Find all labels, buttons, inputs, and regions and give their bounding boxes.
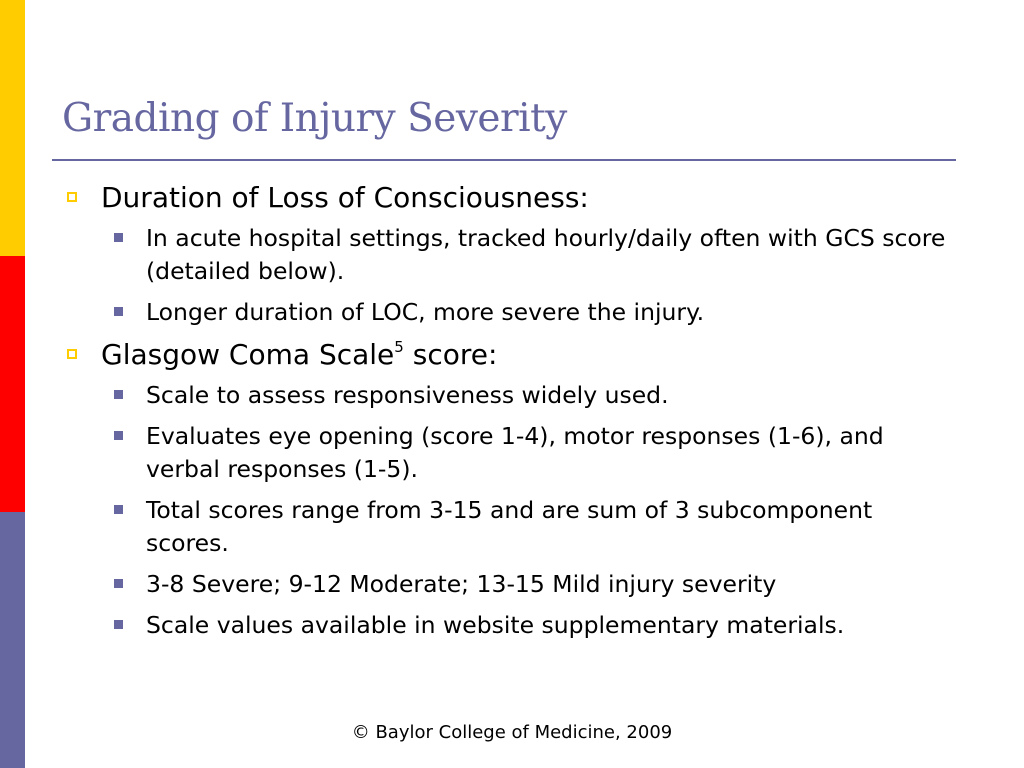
bullet-heading-suffix: score: [403,338,498,371]
filled-square-bullet-icon [114,505,123,514]
sub-bullet-text: In acute hospital settings, tracked hourly/daily often with GCS score (detailed below). [146,224,946,285]
filled-square-bullet-icon [114,620,123,629]
sub-bullet [62,609,962,642]
filled-square-bullet-icon [114,390,123,399]
sub-bullet-text: 3-8 Severe; 9-12 Moderate; 13-15 Mild injury severity [146,570,777,598]
hollow-square-bullet-icon [67,192,77,202]
copyright-footer: © Baylor College of Medicine, 2009 [351,722,673,743]
sub-bullet [62,379,962,412]
filled-square-bullet-icon [114,579,123,588]
accent-stripe-yellow [0,0,25,256]
bullet-gcs-score [62,337,962,373]
sub-bullet [62,420,962,486]
sub-bullet [62,296,962,329]
sub-bullet [62,222,962,288]
sub-bullet [62,568,962,601]
sub-bullet [62,494,962,560]
sub-bullet-text: Total scores range from 3-15 and are sum of 3 subcomponent scores. [146,496,873,557]
sub-bullet-text: Evaluates eye opening (score 1-4), motor responses (1-6), and verbal responses (1-5). [146,422,884,483]
bullet-heading: Duration of Loss of Consciousness: [101,181,589,214]
filled-square-bullet-icon [114,431,123,440]
footnote-reference: 5 [394,337,404,356]
slide-title: Grading of Injury Severity [62,96,567,141]
accent-stripe-red [0,256,25,512]
sub-bullet-text: Scale values available in website supplementary materials. [146,611,845,639]
sub-bullet-text: Longer duration of LOC, more severe the injury. [146,298,705,326]
slide-body [62,180,962,650]
filled-square-bullet-icon [114,233,123,242]
title-divider [52,159,956,161]
filled-square-bullet-icon [114,307,123,316]
sub-bullet-text: Scale to assess responsiveness widely used. [146,381,669,409]
bullet-heading-text: Glasgow Coma Scale [101,338,395,371]
hollow-square-bullet-icon [67,349,77,359]
bullet-loc-duration [62,180,962,216]
